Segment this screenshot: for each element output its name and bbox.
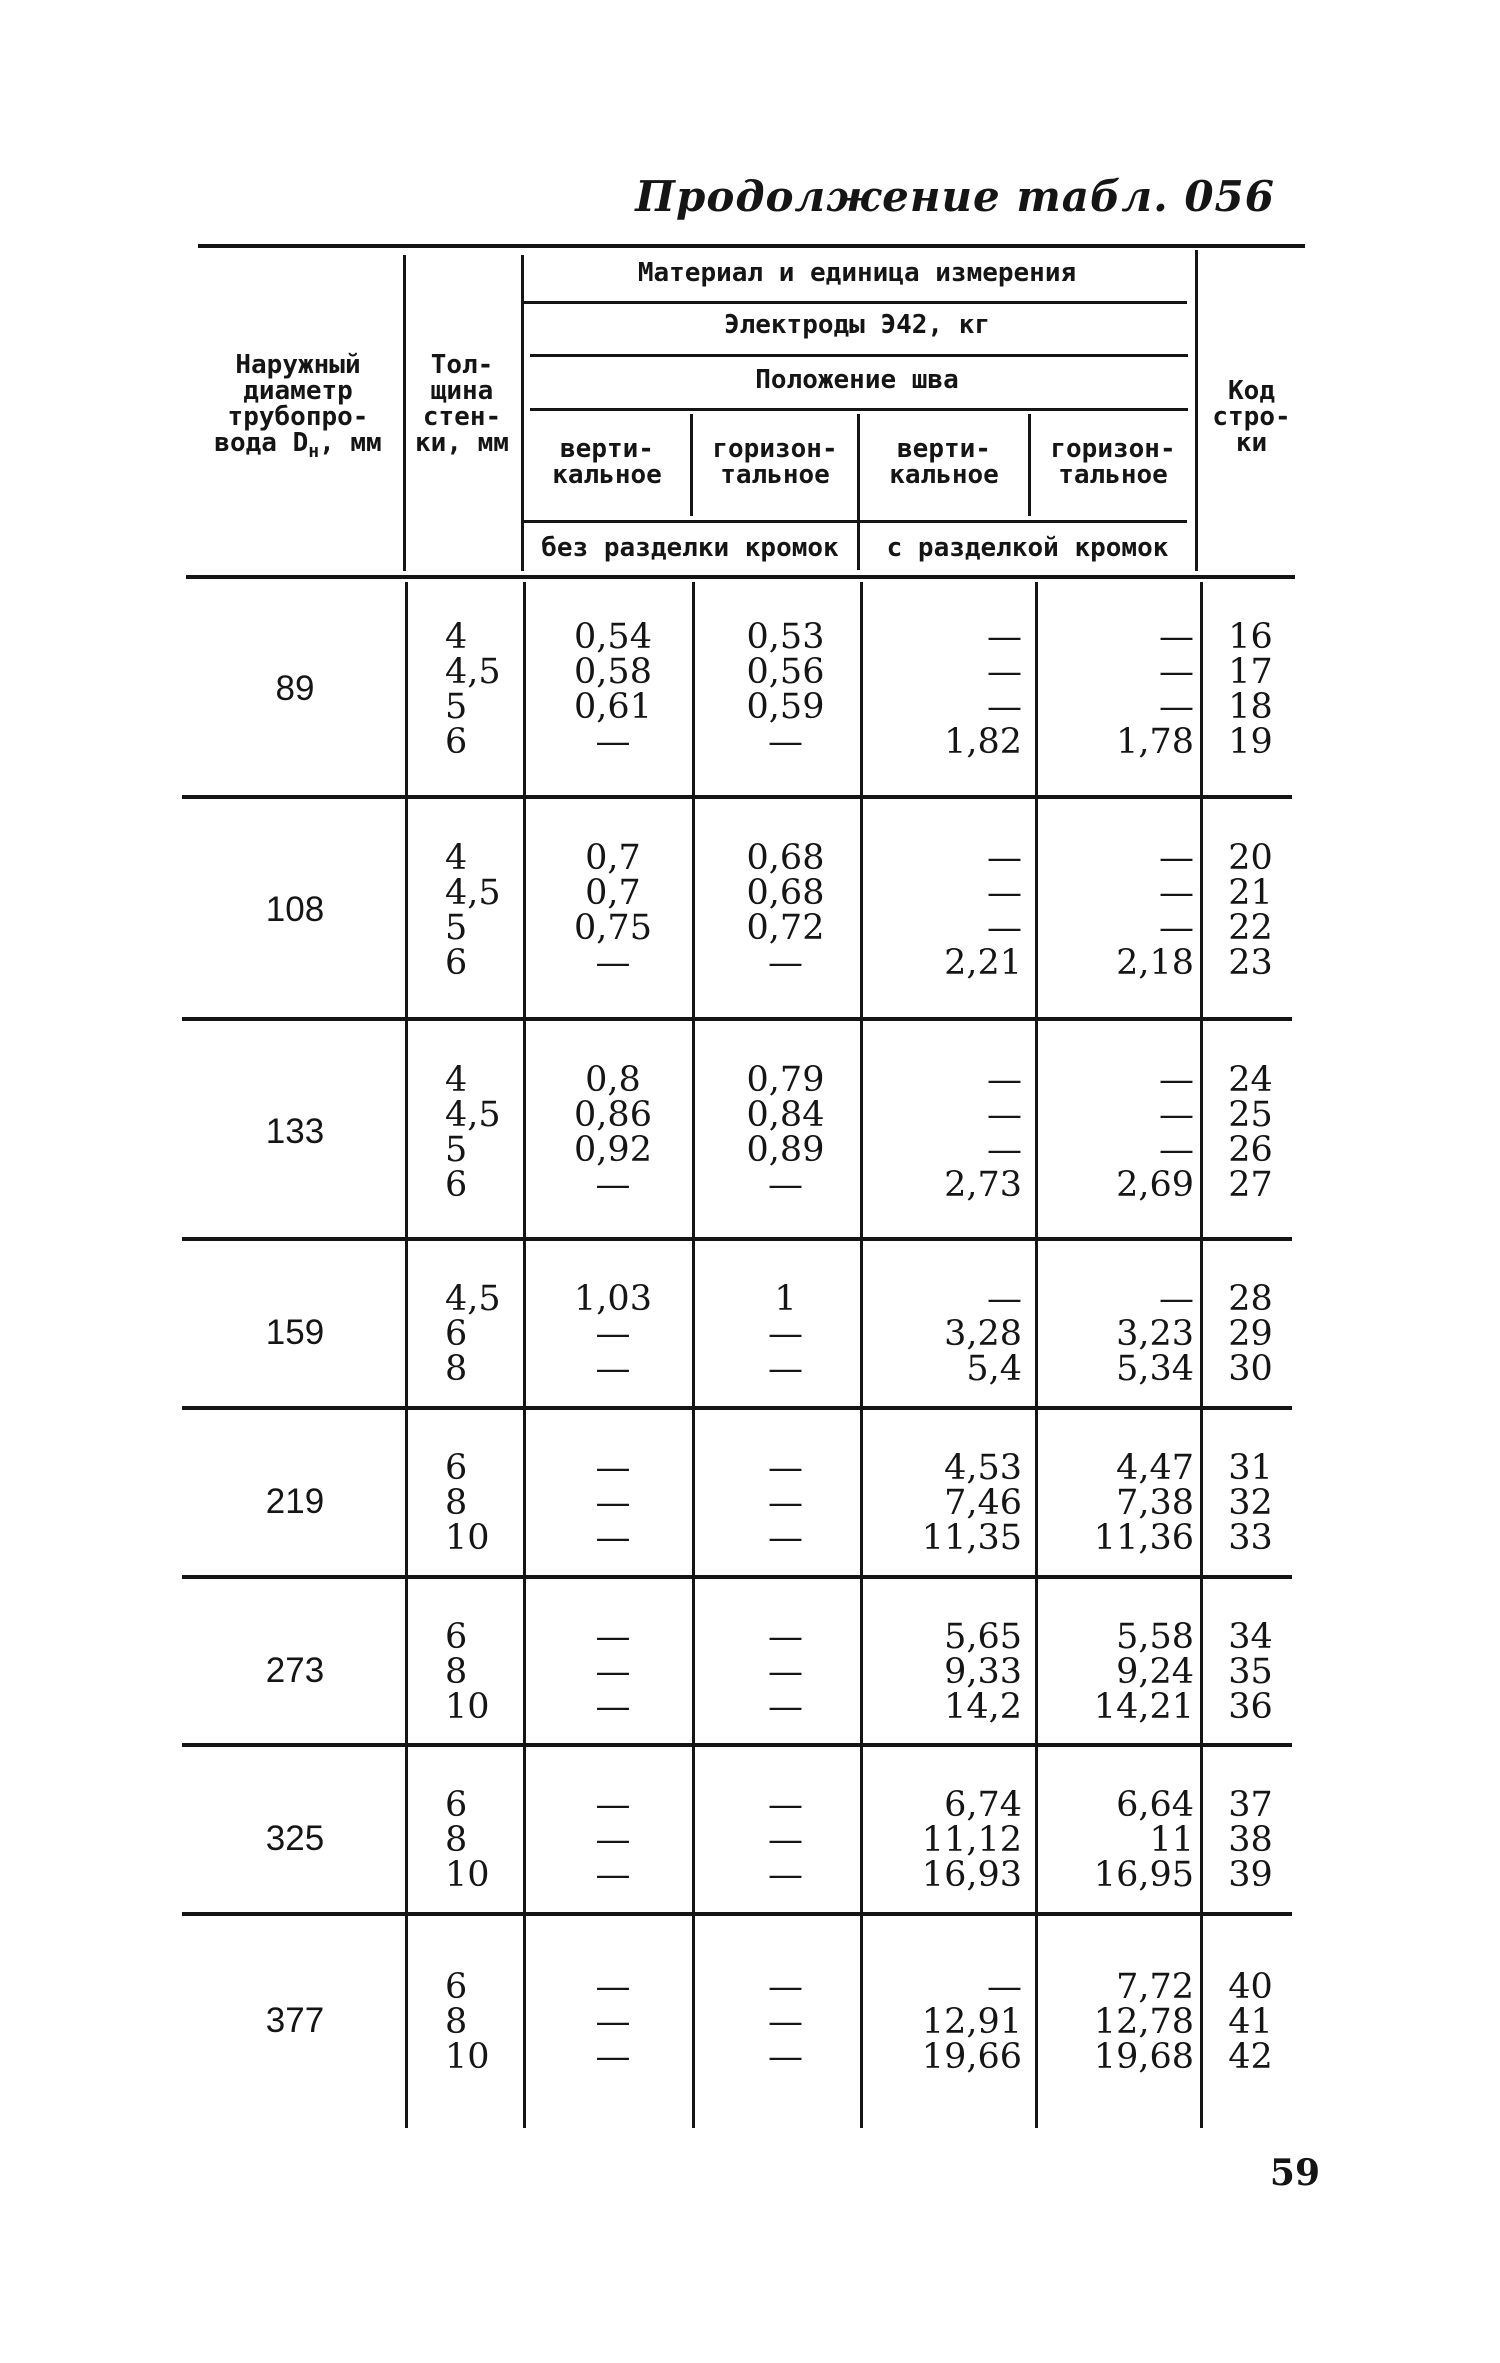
horizontal-no-bevel-cell: 1 — — — [768, 1279, 803, 1389]
header-electrodes: Электроды Э42, кг — [723, 310, 991, 340]
orientation-underline — [522, 520, 1187, 523]
line-code-cell: 16 17 18 19 — [1228, 617, 1273, 762]
thickness-cell: 6 8 10 — [445, 1967, 490, 2077]
column-divider — [1035, 582, 1038, 2128]
column-divider — [860, 582, 863, 2128]
row-separator — [182, 1406, 1292, 1410]
horizontal-no-bevel-cell: 0,79 0,84 0,89 — — [746, 1060, 825, 1205]
horizontal-bevel-cell: 4,47 7,38 11,36 — [1093, 1448, 1194, 1558]
line-code-cell: 24 25 26 27 — [1228, 1060, 1273, 1205]
horizontal-no-bevel-cell: — — — — [768, 1967, 803, 2077]
line-code-cell: 31 32 33 — [1228, 1448, 1273, 1558]
diameter-cell: 159 — [265, 1313, 325, 1352]
line-code-cell: 40 41 42 — [1228, 1967, 1273, 2077]
horizontal-no-bevel-cell: 0,53 0,56 0,59 — — [746, 617, 825, 762]
row-separator — [182, 1237, 1292, 1241]
header-no-bevel: без разделки кромок — [541, 533, 839, 563]
diameter-cell: 325 — [265, 1819, 325, 1858]
header-material: Материал и единица измерения — [637, 258, 1077, 288]
line-code-cell: 34 35 36 — [1228, 1617, 1273, 1727]
vertical-bevel-cell: — 12,91 19,66 — [921, 1967, 1022, 2077]
line-code-cell: 37 38 39 — [1228, 1785, 1273, 1895]
position-underline — [530, 408, 1188, 411]
column-divider — [692, 582, 695, 2128]
vertical-no-bevel-cell: 1,03 — — — [574, 1279, 652, 1389]
vertical-bevel-cell: 6,74 11,12 16,93 — [921, 1785, 1022, 1895]
electrodes-underline — [530, 354, 1188, 357]
diameter-cell: 108 — [265, 889, 325, 929]
horizontal-bevel-cell: — — — 2,18 — [1116, 838, 1194, 983]
vertical-no-bevel-cell: — — — — [595, 1785, 631, 1895]
thickness-cell: 6 8 10 — [445, 1785, 490, 1895]
thickness-cell: 4 4,5 5 6 — [445, 838, 501, 983]
header-horizontal-2: горизон- тальное — [1050, 434, 1176, 490]
column-divider — [523, 582, 526, 2128]
horizontal-bevel-cell: — — — 1,78 — [1116, 617, 1194, 762]
thickness-cell: 4,5 6 8 — [445, 1279, 501, 1389]
vertical-no-bevel-cell: — — — — [595, 1967, 631, 2077]
horizontal-bevel-cell: — — — 2,69 — [1116, 1060, 1194, 1205]
row-separator — [182, 795, 1292, 799]
top-rule — [198, 244, 1305, 248]
vertical-bevel-cell: — — — 2,73 — [944, 1060, 1022, 1205]
header-with-bevel: с разделкой кромок — [886, 533, 1169, 563]
thickness-cell: 4 4,5 5 6 — [445, 617, 501, 762]
vertical-bevel-cell: 5,65 9,33 14,2 — [944, 1617, 1022, 1727]
line-code-cell: 28 29 30 — [1228, 1279, 1273, 1389]
vertical-no-bevel-cell: 0,54 0,58 0,61 — — [574, 617, 652, 762]
horizontal-bevel-cell: 5,58 9,24 14,21 — [1093, 1617, 1194, 1727]
diameter-cell: 133 — [265, 1111, 325, 1151]
column-divider — [1200, 582, 1203, 2128]
material-underline — [522, 301, 1187, 304]
thickness-cell: 6 8 10 — [445, 1448, 490, 1558]
page-number: 59 — [1269, 2152, 1320, 2194]
line-code-cell: 20 21 22 23 — [1228, 838, 1273, 983]
vertical-no-bevel-cell: — — — — [595, 1448, 631, 1558]
row-separator — [182, 1017, 1292, 1021]
header-bottom-rule — [186, 575, 1295, 579]
header-divider-material — [521, 255, 524, 571]
header-vertical-2: верти- кальное — [889, 434, 999, 490]
header-position: Положение шва — [755, 365, 959, 395]
horizontal-bevel-cell: — 3,23 5,34 — [1116, 1279, 1194, 1389]
vertical-no-bevel-cell: 0,8 0,86 0,92 — — [574, 1060, 652, 1205]
horizontal-no-bevel-cell: — — — — [768, 1448, 803, 1558]
header-code: Код стро- ки — [1212, 376, 1291, 458]
vertical-bevel-cell: — — — 2,21 — [944, 838, 1022, 983]
vertical-bevel-cell: — — — 1,82 — [944, 617, 1022, 762]
row-separator — [182, 1912, 1292, 1916]
header-thickness: Тол- щина стен- ки, мм — [415, 350, 509, 458]
horizontal-bevel-cell: 6,64 11 16,95 — [1093, 1785, 1194, 1895]
row-separator — [182, 1575, 1292, 1579]
horizontal-no-bevel-cell: — — — — [768, 1617, 803, 1727]
header-horizontal-1: горизон- тальное — [712, 434, 838, 490]
horizontal-bevel-cell: 7,72 12,78 19,68 — [1093, 1967, 1194, 2077]
header-diameter: Наружный диаметр трубопро- вода $D_н$, мм — [214, 350, 382, 462]
horizontal-no-bevel-cell: — — — — [768, 1785, 803, 1895]
vertical-bevel-cell: 4,53 7,46 11,35 — [921, 1448, 1022, 1558]
table-caption: Продолжение табл. 056 — [635, 172, 1275, 221]
vertical-no-bevel-cell: 0,7 0,7 0,75 — — [574, 838, 652, 983]
diameter-cell: 89 — [275, 668, 315, 708]
vertical-no-bevel-cell: — — — — [595, 1617, 631, 1727]
diameter-cell: 219 — [265, 1482, 325, 1521]
diameter-cell: 377 — [265, 2001, 325, 2040]
diameter-cell: 273 — [265, 1651, 325, 1690]
vertical-bevel-cell: — 3,28 5,4 — [944, 1279, 1022, 1389]
horizontal-no-bevel-cell: 0,68 0,68 0,72 — — [746, 838, 825, 983]
header-vertical-1: верти- кальное — [552, 434, 662, 490]
thickness-cell: 4 4,5 5 6 — [445, 1060, 501, 1205]
thickness-cell: 6 8 10 — [445, 1617, 490, 1727]
row-separator — [182, 1743, 1292, 1747]
